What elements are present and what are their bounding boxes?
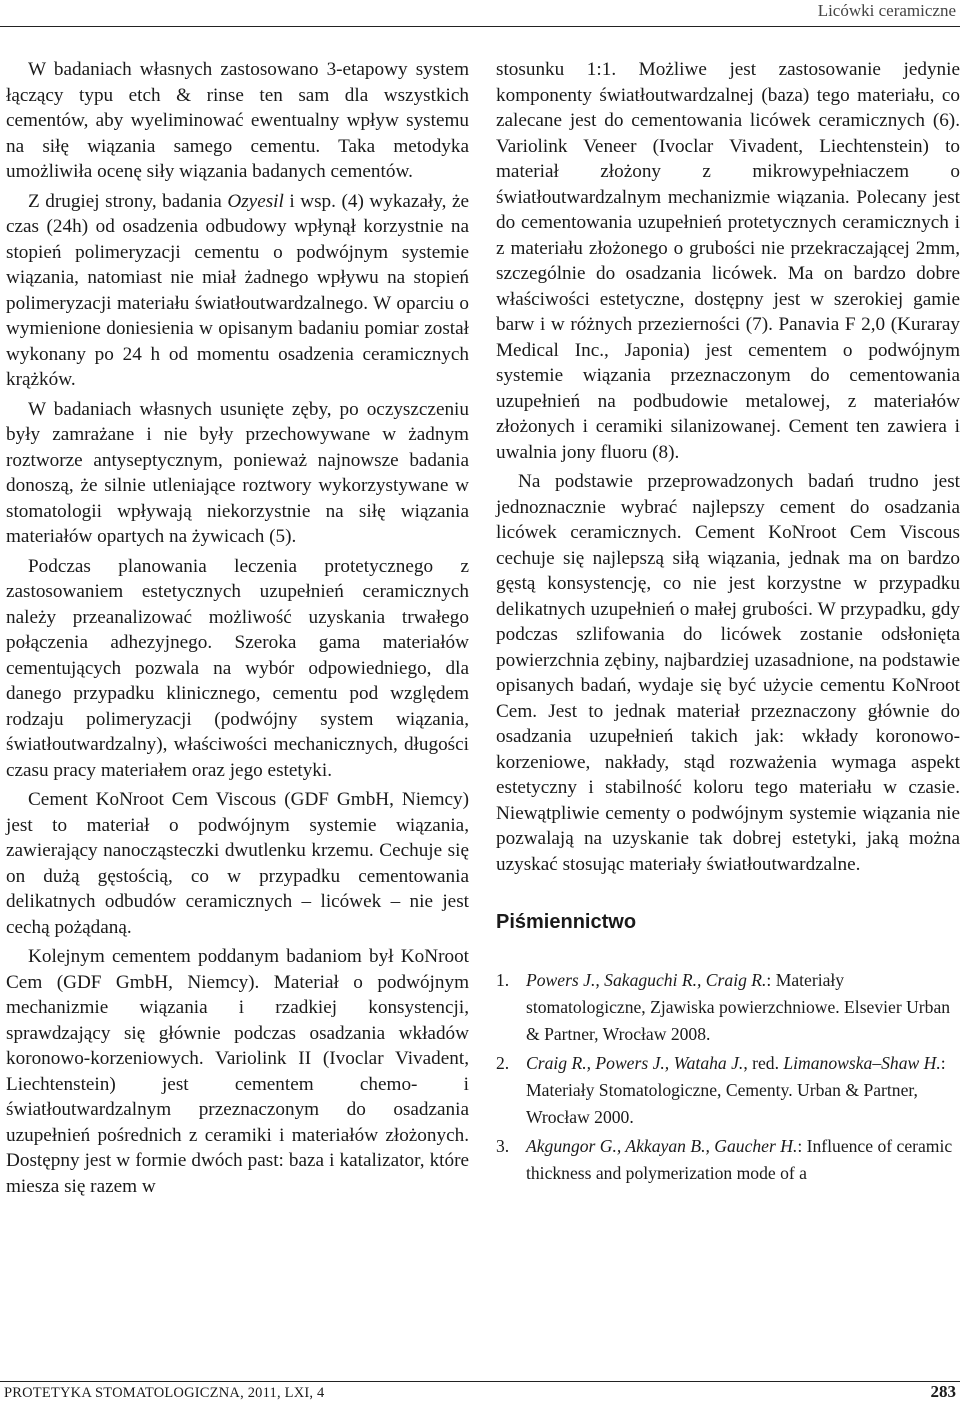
reference-item xyxy=(496,1050,960,1131)
left-column xyxy=(6,57,469,1203)
reference-authors: Akgungor G., Akkayan B., Gaucher H. xyxy=(526,1135,798,1156)
paragraph: Na podstawie przeprowadzonych badań trudno jest jednoznacznie wybrać najlepszy cement do osadzania licówek ceramicznych. Cement KoNroot Cem Viscous cechuje się najlepszą siłą wiązania, jednak ma on bardzo gęstą konsystencję, co nie jest korzystne w przypadku delikatnych uzupełnień o małej grubości. W przypadku, gdy podczas szlifowania do licówek zostanie odsłonięta powierzchnia zębiny, najbardziej uzasadnione, na podstawie opisanych badań, wydaje się być użycie cementu KoNroot Cem. Jest to jednak materiał przeznaczony głównie do osadzania uzupełnień takich jak: wkłady koronowo-korzeniowe, nakłady, stąd rozważenia wymaga aspekt estetyczny i stabilność koloru tego materiału w czasie. Niewątpliwie cementy o podwójnym systemie wiązania nie pozwalają na uzyskanie tak dobrej estetyki, jaką można uzyskać stosując materiały światłoutwardzalne. xyxy=(496,471,960,875)
reference-number: 2. xyxy=(496,1052,510,1073)
reference-text: : Materiały Stomatologiczne, Cementy. Urban & Partner, Wrocław 2000. xyxy=(526,1052,946,1127)
reference-authors: Craig R., Powers J., Wataha J. xyxy=(526,1052,744,1073)
reference-authors: Powers J., Sakaguchi R., Craig R. xyxy=(526,969,767,990)
reference-number: 1. xyxy=(496,969,510,990)
reference-list xyxy=(496,967,960,1187)
paragraph: Cement KoNroot Cem Viscous (GDF GmbH, Niemcy) jest to materiał o podwójnym systemie wiązania, zawierający nanocząsteczki dwutlenku krzemu. Cechuje się on dużą gęstością, co w przypadku cementowania delikatnych odbudów ceramicznych – licówek – nie jest cechą pożądaną. xyxy=(6,789,469,938)
paragraph: W badaniach własnych usunięte zęby, po oczyszczeniu były zamrażane i nie były przechowywane w żadnym roztworze antyseptycznym, ponieważ najnowsze badania donoszą, że silnie utleniające roztwory wykorzystywane w stomatologii wpływają niekorzystnie na siłę wiązania materiałów opartych na żywicach (5). xyxy=(6,398,469,547)
page-footer xyxy=(0,1381,960,1402)
reference-text: , red. xyxy=(743,1052,784,1073)
paragraph-text: i wsp. (4) wykazały, że czas (24h) od osadzenia odbudowy wpłynął korzystnie na stopień polimeryzacji cementu o podwójnym systemie wiązania, natomiast nie miał żadnego wpływu na stopień polimeryzacji materiału światłoutwardzalnego. W oparciu o wymienione doniesienia w opisanym badaniu pomiar został wykonany po 24 h od momentu osadzenia ceramicznych krążków. xyxy=(6,190,469,390)
paragraph: Kolejnym cementem poddanym badaniom był KoNroot Cem (GDF GmbH, Niemcy). Materiał o podwójnym mechanizmie wiązania i rzadkiej konsystencji, sprawdzający się głównie podczas osadzania wkładów koronowo-korzeniowych. Variolink II (Ivoclar Vivadent, Liechtenstein) jest cementem chemo- i światłoutwardzalnym przeznaczonym do osadzania uzupełnień pośrednich z ceramiki i materiałów złożonych. Dostępny jest w formie dwóch past: baza i katalizator, które miesza się razem w xyxy=(6,946,469,1197)
reference-text: : Materiały stomatologiczne, Zjawiska powierzchniowe. Elsevier Urban & Partner, Wrocław 2008. xyxy=(526,969,951,1044)
paragraph: stosunku 1:1. Możliwe jest zastosowanie jedynie komponenty światłoutwardzalnej (baza) tego materiału, co zalecane jest do cementowania licówek ceramicznych (6). Variolink Veneer (Ivoclar Vivadent, Liechtenstein) to materiał złożony z mikrowypełniaczem o światłoutwardzalnym mechanizmie wiązania. Polecany jest do cementowania uzupełnień protetycznych ceramicznych i z materiału złożonego o grubości nie przekraczającej 2mm, szczególnie do osadzania licówek. Ma on bardzo dobre właściwości estetyczne, dostępny jest w szerokiej gamie barw i w różnych przezierności (7). Panavia F 2,0 (Kuraray Medical Inc., Japonia) jest cementem o podwójnym systemie wiązania przeznaczonym do cementowania uzupełnień na podbudowie metalowej, z materiałów złożonych i ceramiki silanizowanej. Cement ten zawiera i uwalnia jony fluoru (8). xyxy=(496,59,960,463)
right-column xyxy=(496,57,960,1189)
journal-citation: PROTETYKA STOMATOLOGICZNA, 2011, LXI, 4 xyxy=(4,1385,325,1401)
paragraph: W badaniach własnych zastosowano 3-etapowy system łączący typu etch & rinse ten sam dla wszystkich cementów, aby wyeliminować ewentualny wpływ systemu na siłę wiązania samego cementu. Taka metodyka umożliwiła ocenę siły wiązania badanych cementów. xyxy=(6,59,469,182)
paragraph xyxy=(6,189,469,393)
references-heading: Piśmiennictwo xyxy=(496,911,637,933)
author-name: Ozyesil xyxy=(227,190,284,212)
page-number: 283 xyxy=(930,1382,956,1401)
reference-number: 3. xyxy=(496,1135,510,1156)
reference-editors: Limanowska–Shaw H. xyxy=(783,1052,941,1073)
reference-item xyxy=(496,1133,960,1187)
paragraph: Podczas planowania leczenia protetycznego z zastosowaniem estetycznych uzupełnień ceramicznych należy przeanalizować możliwość uzyskania trwałego połączenia adhezyjnego. Szeroka gama materiałów cementujących pozwala na wybór odpowiedniego, dla danego przypadku klinicznego, cementu pod względem rodzaju polimeryzacji (podwójny system wiązania, światłoutwardzalny), właściwości mechanicznych, długości czasu pracy materiałem oraz jego estetyki. xyxy=(6,555,469,781)
paragraph-text: Z drugiej strony, badania xyxy=(28,190,228,212)
reference-item xyxy=(496,967,960,1048)
reference-text: : Influence of ceramic thickness and polymerization mode of a xyxy=(526,1135,953,1183)
running-header xyxy=(0,0,960,27)
running-title: Licówki ceramiczne xyxy=(817,1,956,20)
